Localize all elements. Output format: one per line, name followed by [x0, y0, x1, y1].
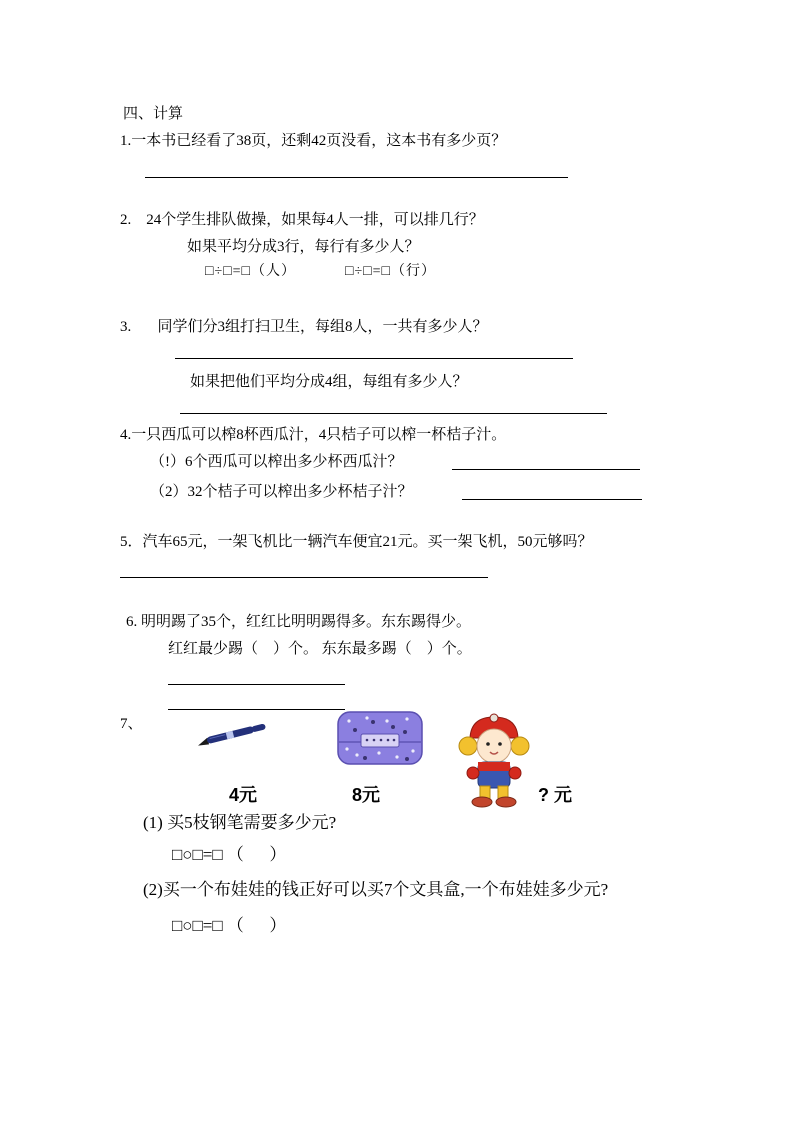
problem-4-line1: 4.一只西瓜可以榨8杯西瓜汁，4只桔子可以榨一杯桔子汁。 — [120, 427, 507, 443]
problem-7-number: 7、 — [120, 716, 143, 732]
pencil-case-price-label: 8元 — [352, 785, 381, 805]
answer-line-6a — [168, 684, 345, 685]
doll-price-label: ? 元 — [538, 785, 572, 805]
answer-line-3b — [180, 413, 607, 414]
doll-image — [452, 711, 536, 813]
answer-line-1 — [145, 177, 568, 178]
problem-7-q1: (1) 买5枝钢笔需要多少元? — [143, 813, 337, 832]
problem-7-eq1: □○□=□ （ ） — [172, 845, 287, 864]
answer-line-4a — [452, 469, 640, 470]
problem-7-q2: (2)买一个布娃娃的钱正好可以买7个文具盒,一个布娃娃多少元? — [143, 880, 609, 899]
answer-line-3a — [175, 358, 573, 359]
problem-4-q2: （2）32个桔子可以榨出多少杯桔子汁？ — [150, 484, 413, 500]
problem-2-equation-person: □÷□=□（人） — [205, 264, 296, 279]
answer-line-5 — [120, 577, 488, 578]
problem-4-q1: （!）6个西瓜可以榨出多少杯西瓜汁？ — [150, 454, 403, 470]
problem-3-line2: 如果把他们平均分成4组，每组有多少人？ — [190, 374, 468, 390]
problem-2-line2: 如果平均分成3行，每行有多少人？ — [187, 239, 420, 255]
pen-image — [193, 714, 271, 757]
pencil-case-image — [337, 709, 423, 772]
section-title: 四、计算 — [123, 106, 184, 122]
answer-line-4b — [462, 499, 642, 500]
pen-price-label: 4元 — [229, 785, 258, 805]
problem-6-line1: 6. 明明踢了35个，红红比明明踢得多。东东踢得少。 — [126, 614, 472, 630]
problem-6-line2: 红红最少踢（ ）个。 东东最多踢（ ）个。 — [168, 641, 472, 657]
answer-line-6b — [168, 709, 345, 710]
problem-1-text: 1.一本书已经看了38页，还剩42页没看，这本书有多少页？ — [120, 133, 507, 149]
problem-2-equation-row: □÷□=□（行） — [345, 264, 436, 279]
problem-5-text: 5．汽车65元，一架飞机比一辆汽车便宜21元。买一架飞机，50元够吗？ — [120, 534, 593, 550]
problem-3-line1: 3. 同学们分3组打扫卫生，每组8人，一共有多少人？ — [120, 319, 488, 335]
problem-2-line1: 2. 24个学生排队做操，如果每4人一排，可以排几行？ — [120, 212, 484, 228]
problem-7-eq2: □○□=□ （ ） — [172, 916, 287, 935]
